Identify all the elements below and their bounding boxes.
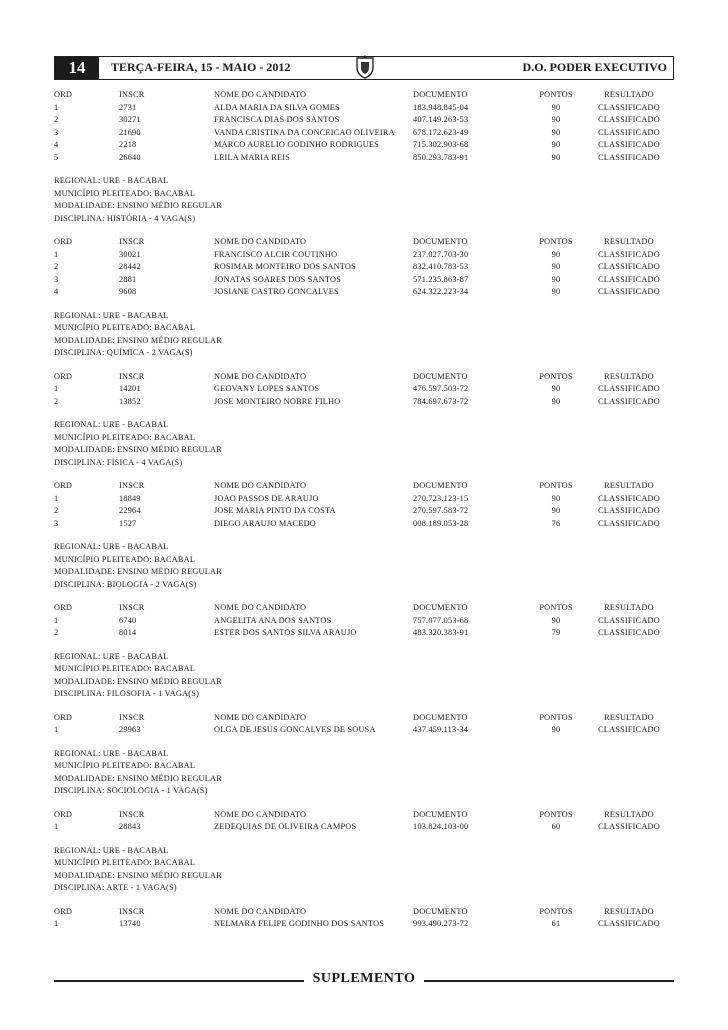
cell-doc: 183.948.845-04	[413, 102, 469, 112]
cell-ord: 2	[54, 506, 59, 515]
info-line: DISCIPLINA: FÍSICA - 4 VAGA(S)	[54, 457, 183, 467]
cell-doc: 678.172.623-49	[413, 127, 469, 137]
cell-insc: 21690	[119, 127, 141, 137]
cell-insc: 13740	[119, 919, 141, 928]
info-line: MODALIDADE: ENSINO MÉDIO REGULAR	[54, 773, 222, 783]
table-row	[54, 383, 674, 396]
info-line: DISCIPLINA: BIOLOGIA - 2 VAGA(S)	[54, 579, 197, 589]
cell-doc: 784.697.673-72	[413, 396, 469, 406]
column-header-resultado: RESULTADO	[604, 90, 654, 99]
info-line: REGIONAL: URE - BACABAL	[54, 420, 169, 429]
discipline-section	[54, 651, 674, 737]
discipline-section	[54, 845, 674, 931]
column-header-nome: NOME DO CANDIDATO	[214, 371, 307, 381]
column-header-doc: DOCUMENTO	[413, 603, 468, 612]
cell-resultado: CLASSIFICADO	[598, 628, 660, 637]
info-line: REGIONAL: URE - BACABAL	[54, 748, 169, 758]
cell-insc: 22964	[119, 506, 141, 515]
column-header-resultado: RESULTADO	[604, 481, 654, 490]
cell-resultado: CLASSIFICADO	[598, 262, 660, 271]
cell-pontos: 79	[551, 628, 561, 637]
cell-insc: 30021	[119, 249, 141, 259]
table-row	[54, 127, 674, 140]
table-header	[54, 89, 674, 102]
info-line: DISCIPLINA: HISTÓRIA - 4 VAGA(S)	[54, 213, 196, 223]
cell-ord: 1	[54, 249, 59, 259]
cell-doc: 483.320.383-91	[413, 628, 469, 637]
info-line: MUNICÍPIO PLEITEADO: BACABAL	[54, 858, 196, 867]
table-row	[54, 249, 674, 262]
cell-resultado: CLASSIFICADO	[598, 518, 660, 528]
table-row	[54, 102, 674, 115]
cell-nome: FRANCISCO ALCIR COUTINHO	[214, 249, 338, 259]
column-header-insc: INSCR	[119, 237, 145, 246]
cell-nome: VANDA CRISTINA DA CONCEICAO OLIVEIRA	[214, 127, 395, 137]
cell-nome: JOSE MONTEIRO NOBRE FILHO	[214, 396, 341, 406]
discipline-section	[54, 310, 674, 409]
info-line: REGIONAL: URE - BACABAL	[54, 176, 169, 185]
column-header-pontos: PONTOS	[539, 906, 573, 916]
cell-resultado: CLASSIFICADO	[598, 725, 660, 734]
cell-insc: 2881	[119, 274, 137, 284]
cell-nome: DIEGO ARAUJO MACEDO	[214, 518, 316, 528]
column-header-ord: ORD	[54, 90, 73, 99]
info-line: MODALIDADE: ENSINO MÉDIO REGULAR	[54, 676, 222, 686]
cell-pontos: 90	[551, 102, 561, 112]
column-header-insc: INSCR	[119, 90, 145, 99]
cell-insc: 6740	[119, 615, 137, 625]
info-line: MUNICÍPIO PLEITEADO: BACABAL	[54, 323, 196, 332]
cell-ord: 1	[54, 725, 59, 734]
info-line: MODALIDADE: ENSINO MÉDIO REGULAR	[54, 201, 222, 210]
table-row	[54, 518, 674, 531]
cell-pontos: 90	[551, 725, 561, 734]
supplement-label: SUPLEMENTO	[312, 971, 416, 986]
cell-ord: 4	[54, 287, 59, 296]
cell-pontos: 90	[551, 287, 561, 296]
column-header-insc: INSCR	[119, 371, 145, 381]
cell-ord: 1	[54, 615, 59, 625]
cell-pontos: 90	[551, 274, 561, 284]
cell-nome: LEILA MARIA REIS	[214, 152, 291, 162]
table-row	[54, 114, 674, 127]
cell-pontos: 90	[551, 262, 561, 271]
cell-resultado: CLASSIFICADO	[598, 115, 660, 124]
cell-insc: 2731	[119, 102, 137, 112]
cell-insc: 13852	[119, 396, 141, 406]
cell-insc: 30271	[119, 115, 141, 124]
cell-nome: FRANCISCA DIAS DOS SANTOS	[214, 115, 340, 124]
table-row	[54, 139, 674, 152]
coat-of-arms-icon	[355, 55, 375, 79]
table-row	[54, 724, 674, 737]
column-header-nome: NOME DO CANDIDATO	[214, 481, 307, 490]
table-row	[54, 152, 674, 165]
table-header	[54, 371, 674, 384]
cell-pontos: 90	[551, 127, 561, 137]
cell-insc: 2218	[119, 140, 137, 149]
column-header-doc: DOCUMENTO	[413, 906, 468, 916]
cell-nome: JOSIANE CASTRO GONCALVES	[214, 287, 339, 296]
cell-resultado: CLASSIFICADO	[598, 152, 660, 162]
column-header-resultado: RESULTADO	[604, 237, 654, 246]
cell-pontos: 60	[551, 822, 561, 831]
cell-ord: 2	[54, 628, 59, 637]
column-header-nome: NOME DO CANDIDATO	[214, 237, 307, 246]
cell-ord: 4	[54, 140, 59, 149]
info-line: DISCIPLINA: ARTE - 1 VAGA(S)	[54, 883, 177, 892]
column-header-resultado: RESULTADO	[604, 809, 654, 819]
column-header-nome: NOME DO CANDIDATO	[214, 603, 307, 612]
table-row	[54, 615, 674, 628]
section-info	[54, 175, 674, 225]
cell-nome: NELMARA FELIPE GODINHO DOS SANTOS	[214, 919, 385, 928]
table-row	[54, 821, 674, 834]
discipline-section	[54, 541, 674, 640]
cell-nome: ALDA MARIA DA SILVA GOMES	[214, 102, 340, 112]
section-info	[54, 541, 674, 591]
column-header-nome: NOME DO CANDIDATO	[214, 906, 307, 916]
discipline-section	[54, 748, 674, 834]
cell-doc: 571.235.863-87	[413, 274, 469, 284]
info-line: MODALIDADE: ENSINO MÉDIO REGULAR	[54, 335, 222, 345]
column-header-doc: DOCUMENTO	[413, 481, 468, 490]
cell-ord: 1	[54, 493, 59, 503]
column-header-pontos: PONTOS	[539, 90, 573, 99]
cell-ord: 2	[54, 396, 59, 406]
table-row	[54, 396, 674, 409]
page-number: 14	[55, 57, 99, 79]
page-header	[54, 56, 674, 80]
cell-ord: 1	[54, 822, 59, 831]
cell-resultado: CLASSIFICADO	[598, 274, 660, 284]
table-header	[54, 602, 674, 615]
column-header-doc: DOCUMENTO	[413, 237, 468, 246]
cell-resultado: CLASSIFICADO	[598, 102, 660, 112]
column-header-insc: INSCR	[119, 603, 145, 612]
info-line: REGIONAL: URE - BACABAL	[54, 651, 169, 661]
discipline-section	[54, 175, 674, 299]
cell-resultado: CLASSIFICADO	[598, 384, 660, 393]
results-list	[54, 89, 674, 931]
info-line: MUNICÍPIO PLEITEADO: BACABAL	[54, 432, 196, 442]
cell-pontos: 90	[551, 615, 561, 625]
column-header-ord: ORD	[54, 603, 73, 612]
cell-ord: 3	[54, 518, 59, 528]
cell-resultado: CLASSIFICADO	[598, 127, 660, 137]
column-header-ord: ORD	[54, 712, 73, 722]
cell-doc: 270.723.123-15	[413, 493, 469, 503]
cell-nome: ESTER DOS SANTOS SILVA ARAUJO	[214, 628, 357, 637]
cell-doc: 757.077.053-68	[413, 615, 469, 625]
column-header-resultado: RESULTADO	[604, 603, 654, 612]
column-header-pontos: PONTOS	[539, 712, 573, 722]
table-row	[54, 274, 674, 287]
cell-insc: 28442	[119, 262, 141, 271]
table-header	[54, 712, 674, 725]
column-header-nome: NOME DO CANDIDATO	[214, 712, 307, 722]
column-header-ord: ORD	[54, 481, 73, 490]
info-line: DISCIPLINA: FILOSOFIA - 1 VAGA(S)	[54, 689, 200, 698]
cell-insc: 29963	[119, 725, 141, 734]
column-header-insc: INSCR	[119, 481, 145, 490]
footer-rule-left	[54, 980, 304, 982]
table-row	[54, 627, 674, 640]
column-header-pontos: PONTOS	[539, 371, 573, 381]
cell-pontos: 90	[551, 249, 561, 259]
table-row	[54, 286, 674, 299]
info-line: MUNICÍPIO PLEITEADO: BACABAL	[54, 188, 196, 198]
cell-doc: 237.027.703-30	[413, 249, 469, 259]
cell-doc: 715.302.903-68	[413, 140, 469, 149]
column-header-ord: ORD	[54, 906, 73, 916]
cell-pontos: 90	[551, 506, 561, 515]
cell-pontos: 90	[551, 152, 561, 162]
info-line: REGIONAL: URE - BACABAL	[54, 845, 169, 855]
cell-insc: 8014	[119, 628, 137, 637]
cell-resultado: CLASSIFICADO	[598, 396, 660, 406]
cell-ord: 1	[54, 384, 59, 393]
cell-resultado: CLASSIFICADO	[598, 506, 660, 515]
column-header-resultado: RESULTADO	[604, 906, 654, 916]
section-info	[54, 310, 674, 360]
column-header-pontos: PONTOS	[539, 603, 573, 612]
cell-nome: ANGELITA ANA DOS SANTOS	[214, 615, 332, 625]
table-row	[54, 261, 674, 274]
cell-insc: 18849	[119, 493, 141, 503]
cell-nome: MARCO AURELIO GODINHO RODRIGUES	[214, 140, 379, 149]
column-header-insc: INSCR	[119, 906, 145, 916]
cell-resultado: CLASSIFICADO	[598, 822, 660, 831]
cell-pontos: 90	[551, 493, 561, 503]
cell-nome: JOSE MARIA PINTO DA COSTA	[214, 506, 336, 515]
cell-ord: 3	[54, 127, 59, 137]
table-header	[54, 236, 674, 249]
column-header-insc: INSCR	[119, 809, 145, 819]
table-header	[54, 480, 674, 493]
column-header-insc: INSCR	[119, 712, 145, 722]
column-header-pontos: PONTOS	[539, 237, 573, 246]
cell-doc: 476.597.503-72	[413, 384, 469, 393]
table-row	[54, 918, 674, 931]
cell-pontos: 61	[551, 919, 561, 928]
section-info	[54, 845, 674, 895]
info-line: MUNICÍPIO PLEITEADO: BACABAL	[54, 554, 196, 564]
info-line: REGIONAL: URE - BACABAL	[54, 310, 169, 320]
discipline-section	[54, 419, 674, 530]
cell-doc: 850.293.783-91	[413, 152, 469, 162]
cell-insc: 28843	[119, 822, 141, 831]
cell-ord: 3	[54, 274, 59, 284]
cell-doc: 103.824.103-00	[413, 822, 469, 831]
column-header-ord: ORD	[54, 371, 73, 381]
column-header-nome: NOME DO CANDIDATO	[214, 90, 307, 99]
cell-nome: OLGA DE JESUS GONCALVES DE SOUSA	[214, 725, 376, 734]
issue-date: TERÇA-FEIRA, 15 - MAIO - 2012	[111, 60, 291, 74]
cell-doc: 624.322.223-34	[413, 287, 469, 296]
cell-ord: 1	[54, 919, 59, 928]
cell-nome: JOAO PASSOS DE ARAUJO	[214, 493, 319, 503]
info-line: DISCIPLINA: SOCIOLOGIA - 1 VAGA(S)	[54, 786, 208, 795]
cell-nome: ZEDEQUIAS DE OLIVEIRA CAMPOS	[214, 822, 357, 831]
info-line: MUNICÍPIO PLEITEADO: BACABAL	[54, 761, 196, 770]
cell-doc: 832.410.783-53	[413, 262, 469, 271]
section-info	[54, 419, 674, 469]
info-line: MUNICÍPIO PLEITEADO: BACABAL	[54, 664, 196, 673]
column-header-resultado: RESULTADO	[604, 712, 654, 722]
cell-nome: ROSIMAR MONTEIRO DOS SANTOS	[214, 262, 356, 271]
cell-ord: 5	[54, 152, 59, 162]
info-line: DISCIPLINA: QUÍMICA - 2 VAGA(S)	[54, 348, 193, 357]
cell-pontos: 90	[551, 140, 561, 149]
column-header-pontos: PONTOS	[539, 481, 573, 490]
cell-resultado: CLASSIFICADO	[598, 493, 660, 503]
discipline-section	[54, 89, 674, 164]
publication-title: D.O. PODER EXECUTIVO	[522, 60, 667, 74]
cell-resultado: CLASSIFICADO	[598, 140, 660, 149]
cell-pontos: 76	[551, 518, 561, 528]
page-footer	[54, 970, 674, 992]
cell-pontos: 90	[551, 384, 561, 393]
table-row	[54, 505, 674, 518]
column-header-ord: ORD	[54, 809, 73, 819]
cell-nome: GEOVANY LOPES SANTOS	[214, 384, 320, 393]
cell-resultado: CLASSIFICADO	[598, 249, 660, 259]
cell-insc: 1527	[119, 518, 137, 528]
info-line: MODALIDADE: ENSINO MÉDIO REGULAR	[54, 445, 222, 454]
info-line: MODALIDADE: ENSINO MÉDIO REGULAR	[54, 870, 222, 880]
cell-insc: 9608	[119, 287, 137, 296]
table-row	[54, 493, 674, 506]
cell-pontos: 90	[551, 396, 561, 406]
cell-doc: 437.459.113-34	[413, 725, 469, 734]
table-header	[54, 809, 674, 822]
cell-doc: 407.149.263-53	[413, 115, 469, 124]
cell-ord: 1	[54, 102, 59, 112]
column-header-resultado: RESULTADO	[604, 371, 654, 381]
section-info	[54, 651, 674, 701]
cell-insc: 26640	[119, 152, 141, 162]
column-header-doc: DOCUMENTO	[413, 371, 468, 381]
column-header-doc: DOCUMENTO	[413, 712, 468, 722]
info-line: REGIONAL: URE - BACABAL	[54, 542, 169, 551]
cell-nome: JONATAS SOARES DOS SANTOS	[214, 274, 342, 284]
section-info	[54, 748, 674, 798]
cell-ord: 2	[54, 115, 59, 124]
cell-pontos: 90	[551, 115, 561, 124]
column-header-ord: ORD	[54, 237, 73, 246]
cell-resultado: CLASSIFICADO	[598, 919, 660, 928]
cell-doc: 270.597.583-72	[413, 506, 469, 515]
table-header	[54, 906, 674, 919]
cell-resultado: CLASSIFICADO	[598, 615, 660, 625]
column-header-nome: NOME DO CANDIDATO	[214, 809, 307, 819]
cell-doc: 008.189.053-28	[413, 518, 469, 528]
cell-resultado: CLASSIFICADO	[598, 287, 660, 296]
column-header-pontos: PONTOS	[539, 809, 573, 819]
footer-rule-right	[424, 980, 674, 982]
info-line: MODALIDADE: ENSINO MÉDIO REGULAR	[54, 567, 222, 576]
cell-doc: 993.490.273-72	[413, 919, 469, 928]
column-header-doc: DOCUMENTO	[413, 809, 468, 819]
column-header-doc: DOCUMENTO	[413, 90, 468, 99]
cell-insc: 14201	[119, 384, 141, 393]
cell-ord: 2	[54, 262, 59, 271]
